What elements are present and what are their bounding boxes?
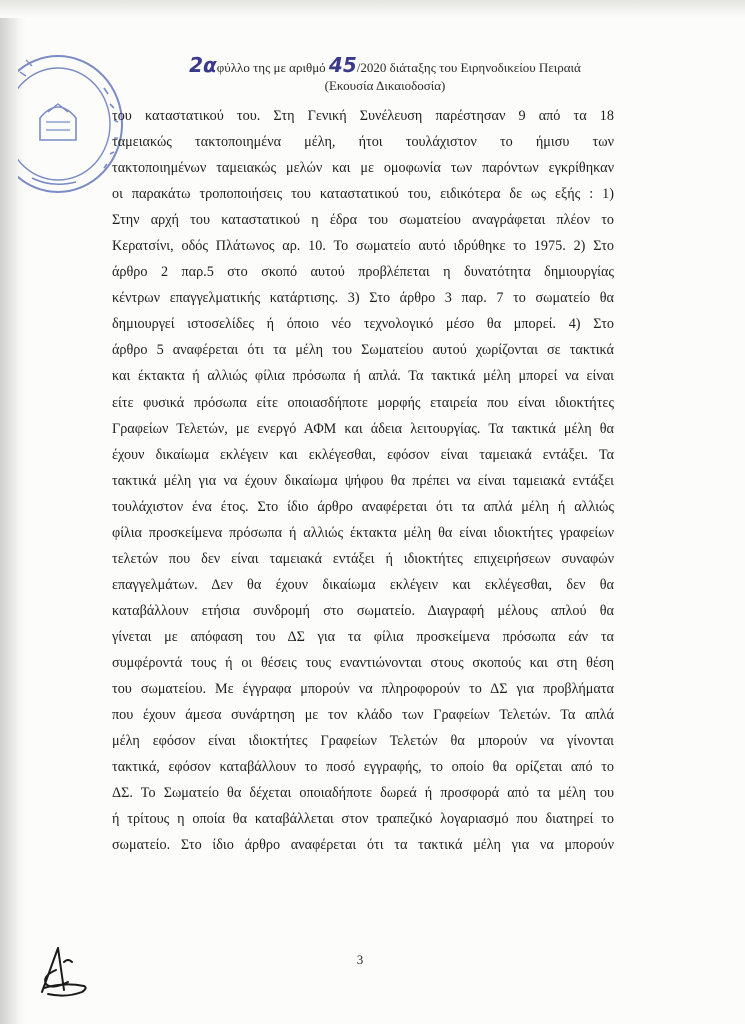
body-text-line: καταβάλλουν ετήσια συνδρομή στο σωματείο. Διαγραφή μέλους απλού θα [112, 602, 614, 619]
body-text-line: του σωματείου. Με έγγραφα μπορούν να πληροφορούν το ΔΣ για προβλήματα [112, 681, 614, 698]
decision-number-handwritten: 45 [328, 53, 357, 77]
body-text-line: τακτικά μέλη για να έχουν δικαίωμα ψήφου θα πρέπει να είναι ταμειακά εντάξει [112, 472, 614, 489]
document-header [150, 53, 620, 95]
body-text-line: δημιουργεί ιστοσελίδες ή όποιο νέο τεχνολογικό μέσο θα μπορεί. 4) Στο [112, 316, 614, 333]
header-jurisdiction: (Εκουσία Δικαιοδοσία) [324, 78, 446, 93]
body-text-line: Κερατσίνι, οδός Πλάτωνος αρ. 10. Το σωματείο αυτό ιδρύθηκε το 1975. 2) Στο [112, 238, 614, 255]
body-text-line: που έχουν άμεσα συνάρτηση με τον κλάδο των Γραφείων Τελετών. Τα απλά [112, 707, 614, 724]
body-text-line: άρθρο 5 αναφέρεται ότι τα μέλη του Σωματείου αυτού χωρίζονται σε τακτικά [112, 342, 614, 359]
body-text-line: έχουν δικαίωμα εκλέγειν και εκλέγεσθαι, εφόσον είναι ταμειακά εντάξει. Τα [112, 446, 614, 463]
body-text-line: τακτοποιημένων ταμειακώς μελών και με ομοφωνία των παρόντων εγκρίθηκαν [112, 160, 614, 177]
body-text-line: είτε φυσικά πρόσωπα είτε οποιασδήποτε μορφής εταιρεία που είναι ιδιοκτήτες [112, 394, 614, 411]
header-line [150, 53, 620, 77]
document-body [112, 103, 614, 858]
body-text-line: Γραφείων Τελετών, με ενεργό ΑΦΜ και άδεια λειτουργίας. Τα τακτικά μέλη θα [112, 420, 614, 437]
body-text-line: ΔΣ. Το Σωματείο θα δέχεται οποιαδήποτε δωρεά ή προσφορά από τα μέλη του [112, 785, 614, 802]
page-number: 3 [356, 952, 364, 967]
body-text-line: φίλια προσκείμενα πρόσωπα ή αλλιώς έκτακτα μέλη θα είναι ιδιοκτήτες γραφείων [112, 524, 614, 541]
body-text-line: τουλάχιστον ένα έτος. Στο ίδιο άρθρο αναφέρεται ότι τα απλά μέλη ή αλλιώς [112, 498, 614, 515]
body-text-line: άρθρο 2 παρ.5 στο σκοπό αυτού προβλέπεται η δυνατότητα δημιουργίας [112, 264, 614, 281]
sheet-number-handwritten: 2α [189, 53, 217, 77]
body-text-line: ταμειακώς τακτοποιημένα μέλη, ήτοι τουλάχιστον το ήμισυ των [112, 134, 614, 151]
body-text-line: κέντρων επαγγελματικής κατάρτισης. 3) Στο άρθρο 3 παρ. 7 το σωματείο θα [112, 290, 614, 307]
body-text-line: γίνεται με απόφαση του ΔΣ για τα φίλια προσκείμενα πρόσωπα εάν τα [112, 628, 614, 645]
header-text-part1: φύλλο της με αριθμό [216, 60, 326, 75]
body-text-line: σωματείο. Στο ίδιο άρθρο αναφέρεται ότι τα τακτικά μέλη για να μπορούν [112, 837, 614, 854]
body-text-line: και έκτακτα ή αλλιώς φίλια πρόσωπα ή απλά. Τα τακτικά μέλη μπορεί να είναι [112, 368, 614, 385]
body-text-line: ή τρίτους η οποία θα καταβάλλεται στον τραπεζικό λογαριασμό που διατηρεί το [112, 811, 614, 828]
body-text-line: οι παρακάτω τροποποιήσεις του καταστατικού του, ειδικότερα δε ως εξής : 1) [112, 186, 614, 203]
body-text-line: μέλη εφόσον είναι ιδιοκτήτες Γραφείων Τελετών θα μπορούν να γίνονται [112, 733, 614, 750]
body-text-line: τακτικά, εφόσον καταβάλλουν το ποσό εγγραφής, το οποίο θα ορίζεται από το [112, 759, 614, 776]
body-text-line: τελετών που δεν είναι ταμειακά εντάξει ή ιδιοκτήτες επιχειρήσεων συναφών [112, 550, 614, 567]
body-text-line: του καταστατικού του. Στη Γενική Συνέλευση παρέστησαν 9 από τα 18 [112, 108, 614, 124]
page-top-shadow [0, 0, 745, 18]
body-text-line: επαγγελμάτων. Δεν θα έχουν δικαίωμα εκλέγειν και εκλέγεσθαι, δεν θα [112, 576, 614, 593]
body-text-line: συμφέροντά τους ή οι θέσεις τους εναντιώνονται στους σκοπούς και στη θέση [112, 654, 614, 671]
body-text-line: Στην αρχή του καταστατικού η έδρα του σωματείου αναγράφεται πλέον το [112, 212, 614, 229]
handwritten-signature [34, 940, 94, 1000]
header-text-part2: /2020 διάταξης του Ειρηνοδικείου Πειραιά [356, 60, 581, 75]
